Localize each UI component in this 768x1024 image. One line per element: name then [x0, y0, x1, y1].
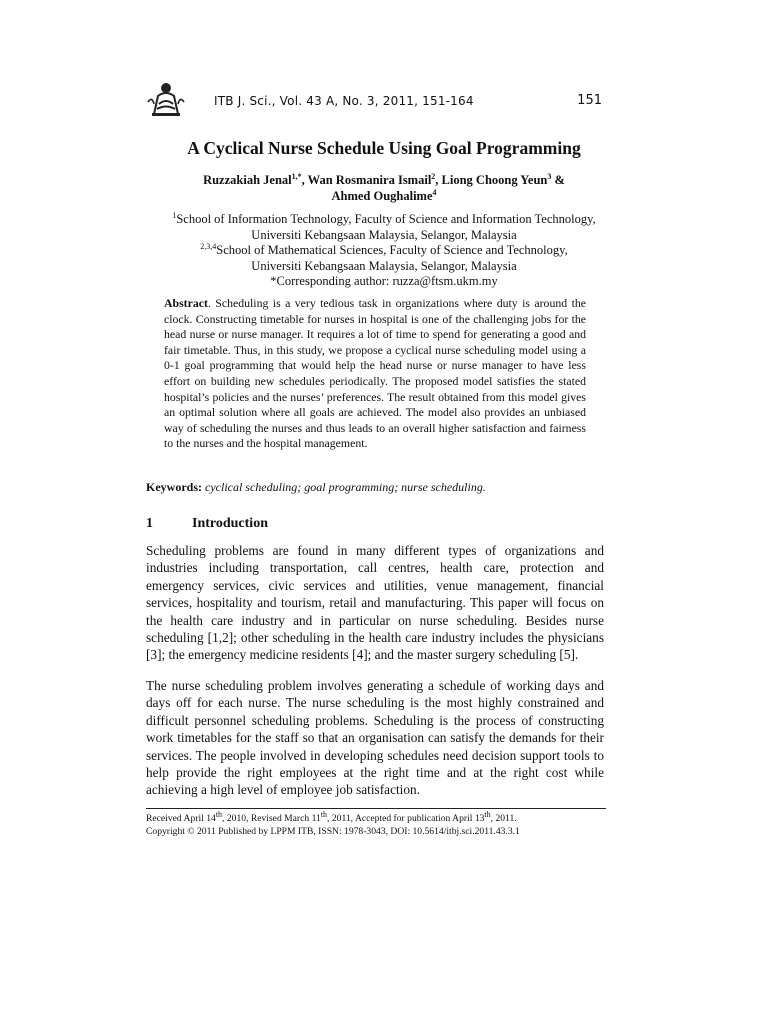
- page-number: 151: [577, 93, 602, 108]
- affiliation-mark: 1: [172, 210, 177, 220]
- ordinal-mark: th: [484, 809, 491, 819]
- keywords-label: Keywords:: [146, 480, 202, 494]
- author-affiliation-mark: 2: [431, 171, 436, 181]
- date-text: Received April 14: [146, 813, 216, 824]
- keywords-value: cyclical scheduling; goal programming; nurse scheduling.: [205, 480, 486, 494]
- journal-citation: ITB J. Sci., Vol. 43 A, No. 3, 2011, 151-164: [214, 94, 474, 108]
- affiliation-1-university: Universiti Kebangsaan Malaysia, Selangor, Malaysia: [251, 227, 517, 242]
- author-name: Ruzzakiah Jenal: [203, 173, 292, 187]
- date-text: , 2011, Accepted for publication April 13: [327, 813, 485, 824]
- page-header: [146, 78, 602, 122]
- author-line-2: [0, 188, 768, 204]
- section-title: Introduction: [192, 516, 268, 531]
- affiliation-text: School of Mathematical Sciences, Faculty of Science and Technology,: [216, 243, 568, 257]
- author-name: , Liong Choong Yeun: [435, 173, 548, 187]
- body-paragraph: Scheduling problems are found in many different types of organizations and industries including transportation, call centres, health care, protection and emergency services, civic services and utilities, venue management, financial services, hospitality and tourism, retail and manufacturing. This paper will focus on the health care industry and in particular on nurse scheduling. Besides nurse scheduling [1,2]; other scheduling in the health care industry includes the physicians [3]; the emergency medicine residents [4]; and the master surgery scheduling [5].: [146, 543, 604, 663]
- abstract: [164, 296, 586, 452]
- ordinal-mark: th: [320, 809, 328, 819]
- section-number: 1: [146, 516, 153, 531]
- corresponding-author: *Corresponding author: ruzza@ftsm.ukm.my: [270, 274, 498, 288]
- author-affiliation-mark: 1,*: [291, 171, 302, 181]
- affiliation-text: School of Information Technology, Faculty of Science and Information Technology,: [176, 212, 596, 226]
- ordinal-mark: th: [215, 809, 223, 819]
- author-name: Ahmed Oughalime: [331, 189, 433, 203]
- itb-logo-icon: [146, 78, 186, 118]
- keywords: [146, 480, 606, 495]
- author-line-1: [0, 172, 768, 188]
- date-text: , 2010, Revised March 11: [222, 813, 321, 824]
- author-affiliation-mark: 3: [547, 171, 552, 181]
- date-text: , 2011.: [490, 813, 517, 824]
- affiliation-2-university: Universiti Kebangsaan Malaysia, Selangor, Malaysia: [251, 258, 517, 273]
- affiliation-1: [0, 212, 768, 228]
- abstract-text: . Scheduling is a very tedious task in organizations where duty is around the clock. Constructing timetable for nurses in hospital is one of the challenging jobs for the head nurse or nurse manager. It requires a lot of time to spend for generating a good and fair timetable. Thus, in this study, we propose a cyclical nurse scheduling model using a 0-1 goal programming that would help the head nurse or nurse manager to have less effort on building new schedules periodically. The proposed model satisfies the stated hospital’s policies and the nurses’ preferences. The result obtained from this model gives an optimal solution where all goals are achieved. The model also provides an unbiased way of scheduling the nurses and thus leads to an overall higher satisfaction and fairness to the nurses and the hospital management.: [164, 296, 586, 451]
- affiliation-2: [0, 243, 768, 259]
- affiliation-mark: 2,3,4: [200, 241, 217, 251]
- author-name: , Wan Rosmanira Ismail: [301, 173, 432, 187]
- affiliations: [0, 212, 768, 290]
- abstract-label: Abstract: [164, 296, 208, 310]
- section-heading: [146, 516, 268, 532]
- publication-footer: [146, 809, 616, 838]
- author-list: [0, 172, 768, 204]
- copyright-line: Copyright © 2011 Published by LPPM ITB, ISSN: 1978-3043, DOI: 10.5614/itbj.sci.2011.43.3.1: [146, 826, 520, 837]
- publication-dates: [146, 809, 616, 825]
- body-paragraph: The nurse scheduling problem involves generating a schedule of working days and days off for each nurse. The nurse scheduling is the most highly constrained and difficult personnel scheduling problems. Scheduling is the process of constructing work timetables for the staff so that an organisation can satisfy the demands for their services. The people involved in developing schedules need decision support tools to help provide the right employees at the right time and at the right cost while achieving a high level of employee job satisfaction.: [146, 678, 604, 798]
- paper-title: A Cyclical Nurse Schedule Using Goal Programming: [187, 138, 581, 158]
- author-affiliation-mark: 4: [432, 187, 437, 197]
- author-separator: &: [551, 173, 565, 187]
